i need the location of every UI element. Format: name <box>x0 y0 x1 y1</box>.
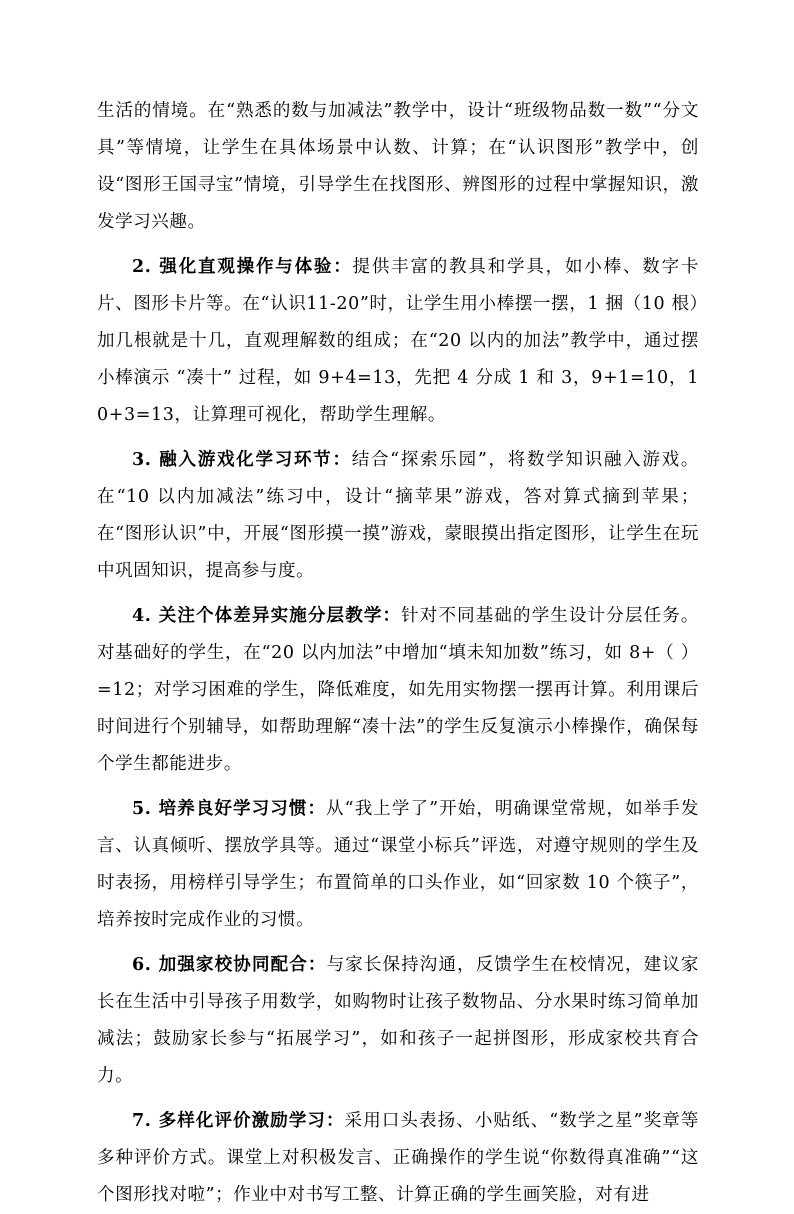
item-2-heading: 2. 强化直观操作与体验： <box>132 257 353 277</box>
item-6-text: 与家长保持沟通，反馈学生在校情况，建议家长在生活中引导孩子用数学，如购物时让孩子数物品、分水果时练习简单加减法；鼓励家长参与“拓展学习”，如和孩子一起拼图形，形成家校共育合力。 <box>97 955 700 1086</box>
paragraph-item-2 <box>97 249 699 434</box>
item-6-heading: 6. 加强家校协同配合： <box>132 955 327 975</box>
paragraph-item-5 <box>97 791 699 939</box>
paragraph-item-4 <box>97 598 699 783</box>
paragraph-intro: 生活的情境。在“熟悉的数与加减法”教学中，设计“班级物品数一数”“分文具”等情境，让学生在具体场景中认数、计算；在“认识图形”教学中，创设“图形王国寻宝”情境，引导学生在找图形、辨图形的过程中掌握知识，激发学习兴趣。 <box>97 101 699 232</box>
item-3-heading: 3. 融入游戏化学习环节： <box>132 450 352 470</box>
item-5-heading: 5. 培养良好学习习惯： <box>132 799 327 819</box>
item-4-heading: 4. 关注个体差异实施分层教学： <box>132 606 402 626</box>
document-body <box>97 93 699 1214</box>
item-2-text: 提供丰富的教具和学具，如小棒、数字卡片、图形卡片等。在“认识11-20”时，让学生用小棒摆一摆，1 捆（10 根）加几根就是十几，直观理解数的组成；在“20 以内的加法”教学中，通过摆小棒演示 “凑十” 过程，如 9+4=13，先把 4 分成 1 和 3，9+1=10，10+3=13，让算理可视化，帮助学生理解。 <box>97 257 699 425</box>
paragraph-item-7 <box>97 1103 699 1214</box>
paragraph-item-3 <box>97 442 699 590</box>
item-4-text: 针对不同基础的学生设计分层任务。对基础好的学生，在“20 以内加法”中增加“填未知加数”练习，如 8+（ ）=12；对学习困难的学生，降低难度，如先用实物摆一摆再计算。利用课后时间进行个别辅导，如帮助理解“凑十法”的学生反复演示小棒操作，确保每个学生都能进步。 <box>97 606 699 774</box>
item-3-text: 结合“探索乐园”，将数学知识融入游戏。在“10 以内加减法”练习中，设计“摘苹果”游戏，答对算式摘到苹果；在“图形认识”中，开展“图形摸一摸”游戏，蒙眼摸出指定图形，让学生在玩中巩固知识，提高参与度。 <box>97 450 699 581</box>
paragraph-item-6 <box>97 947 699 1095</box>
item-5-text: 从“我上学了”开始，明确课堂常规，如举手发言、认真倾听、摆放学具等。通过“课堂小标兵”评选，对遵守规则的学生及时表扬，用榜样引导学生；布置简单的口头作业，如“回家数 10 个筷子”，培养按时完成作业的习惯。 <box>97 799 699 930</box>
item-7-text: 采用口头表扬、小贴纸、“数学之星”奖章等多种评价方式。课堂上对积极发言、正确操作的学生说“你数得真准确”“这个图形找对啦”；作业中对书写工整、计算正确的学生画笑脸，对有进 <box>97 1111 699 1205</box>
item-7-heading: 7. 多样化评价激励学习： <box>132 1111 345 1131</box>
